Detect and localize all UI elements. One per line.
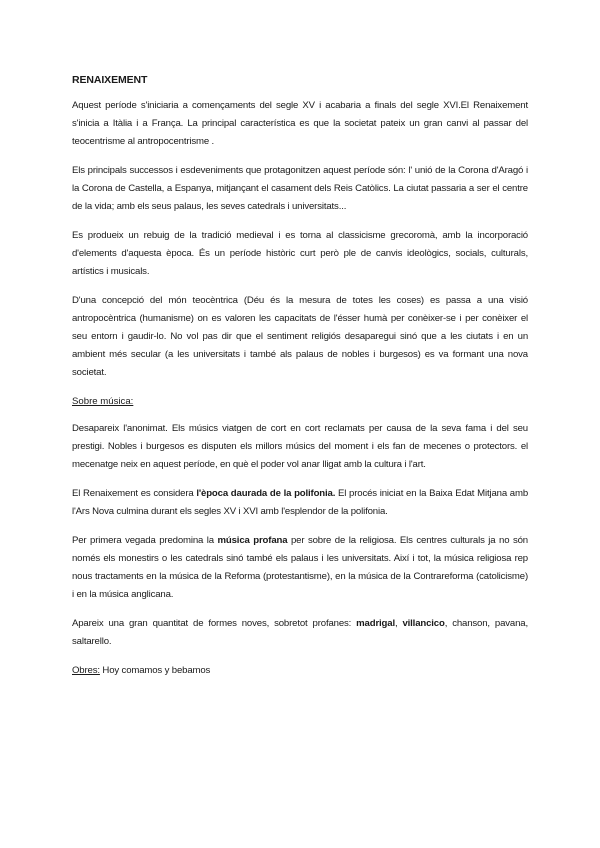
paragraph-profane-music bbox=[72, 532, 528, 604]
text-run: El Renaixement es considera bbox=[72, 488, 197, 499]
paragraph-anonymity: Desapareix l'anonimat. Els músics viatgen de cort en cort reclamats per causa de la seva fama i del seu prestigi. Nobles i burgesos es disputen els millors músics del moment i els fan de mecenes o protectors. el mecenatge neix en aquest període, en què el poder vol anar lligat amb la cultura i l'art. bbox=[72, 423, 528, 470]
paragraph-works bbox=[72, 662, 528, 680]
text-run: El procés iniciat en la Baixa Edat Mitjana amb l'Ars Nova culmina durant els segles XV i XVI amb l'esplendor de la polifonia. bbox=[72, 488, 529, 517]
document-title: RENAIXEMENT bbox=[72, 74, 148, 86]
document-page bbox=[72, 74, 528, 691]
paragraph-events: Els principals successos i esdeveniments que protagonitzen aquest període són: l' unió de la Corona d'Aragó i la Corona de Castella, a Espanya, mitjançant el casament dels Reis Catòlics. La ciutat passaria a ser el centre de la vida; amb els seus palaus, les seves catedrals i universitats... bbox=[72, 165, 528, 212]
bold-text: madrigal bbox=[356, 618, 395, 629]
paragraph-polyphony bbox=[72, 485, 528, 521]
works-label: Obres: bbox=[72, 665, 100, 676]
bold-text: l'època daurada de la polifonia. bbox=[196, 488, 336, 499]
bold-text: música profana bbox=[217, 535, 288, 546]
text-run: , chanson, pavana, saltarello. bbox=[72, 618, 529, 647]
paragraph-tradition: Es produeix un rebuig de la tradició medieval i es torna al classicisme grecoromà, amb la incorporació d'elements d'aquesta època. És un període històric curt però ple de canvis ideològics, socials, culturals, artístics i musicals. bbox=[72, 230, 528, 277]
section-heading-music-text: Sobre música: bbox=[72, 396, 134, 407]
text-run: Apareix una gran quantitat de formes noves, sobretot profanes: bbox=[72, 618, 357, 629]
section-heading-music bbox=[72, 393, 528, 411]
text-run: per sobre de la religiosa. Els centres culturals ja no són només els monestirs o les catedrals sinó també els palaus i les universitats. Així i tot, la música religiosa rep nous tractaments en la música de la Reforma (protestantisme), en la música de la Contrareforma (catolicisme) i en la música anglicana. bbox=[72, 535, 528, 600]
paragraph-intro: Aquest període s'iniciaria a començaments del segle XV i acabaria a finals del segle XVI.El Renaixement s'inicia a Itàlia i a França. La principal característica es que la societat pateix un gran canvi al passar del teocentrisme al antropocentrisme . bbox=[72, 100, 528, 147]
text-run: Per primera vegada predomina la bbox=[72, 535, 218, 546]
works-text: Hoy comamos y bebamos bbox=[99, 665, 211, 676]
paragraph-humanism: D'una concepció del món teocèntrica (Déu és la mesura de totes les coses) es passa a una visió antropocèntrica (humanisme) on es valoren les capacitats de l'ésser humà per conèixer-se i per conèixer el seu entorn i gaudir-lo. No vol pas dir que el sentiment religiós desaparegui sinó que a les ciutats i en un ambient més secular (a les universitats i també als palaus de nobles i burgesos) es va formant una nova societat. bbox=[72, 295, 528, 378]
paragraph-new-forms bbox=[72, 615, 528, 651]
text-run: , bbox=[394, 618, 403, 629]
bold-text: villancico bbox=[402, 618, 445, 629]
